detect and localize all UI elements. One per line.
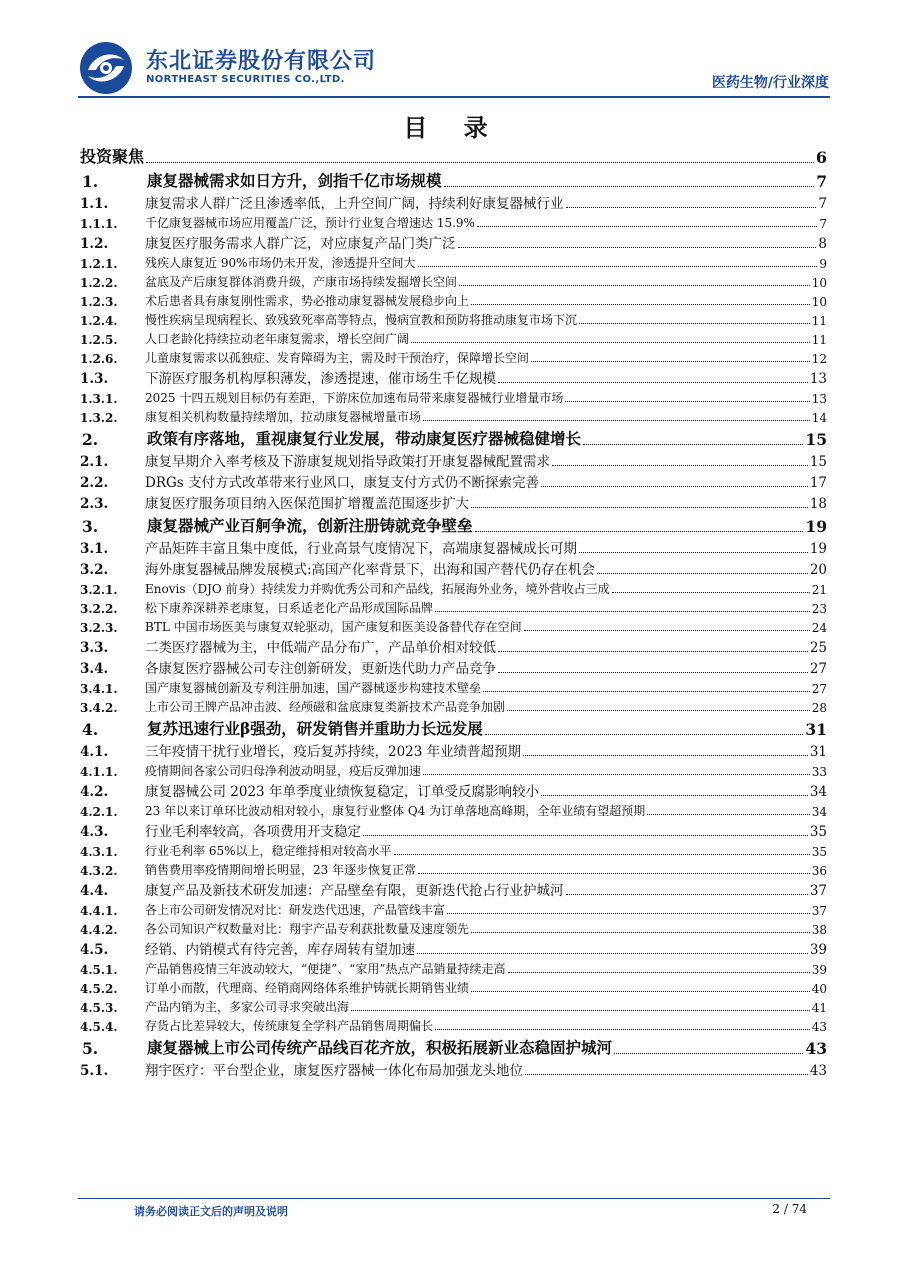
toc-entry[interactable] [80, 741, 827, 762]
toc-entry-body [147, 717, 827, 739]
toc-entry-body [145, 901, 827, 918]
toc-entry-number: 3. [82, 517, 99, 536]
toc-entry-body [145, 471, 827, 491]
toc-dot-leader [423, 420, 810, 421]
toc-dot-leader [498, 672, 808, 673]
toc-entry-title: 千亿康复器械市场应用覆盖广泛，预计行业复合增速达 15.9% [145, 216, 475, 230]
toc-entry-page: 43 [805, 1039, 827, 1058]
toc-entry-page: 34 [809, 784, 827, 800]
toc-entry-body [145, 232, 827, 252]
toc-entry[interactable] [80, 939, 827, 960]
toc-entry-number: 1.1.1. [80, 217, 118, 231]
toc-entry-number: 1.2.6. [80, 352, 118, 366]
toc-entry-body [145, 273, 827, 290]
toc-entry-page: 19 [805, 517, 827, 536]
toc-dot-leader [647, 814, 810, 815]
toc-entry-title: 政策有序落地，重视康复行业发展，带动康复医疗器械稳健增长 [147, 429, 582, 448]
toc-entry-number: 4. [82, 720, 99, 739]
toc-dot-leader [418, 873, 810, 874]
toc-entry-title: 康复产品及新技术研发加速：产品壁垒有限，更新迭代抢占行业护城河 [145, 883, 564, 899]
toc-entry[interactable] [80, 254, 827, 273]
toc-dot-leader [541, 486, 808, 487]
toc-entry-number: 4.5.2. [80, 982, 118, 996]
toc-entry-page: 41 [811, 1001, 827, 1015]
toc-dot-leader [458, 247, 817, 248]
toc-entry-page: 10 [811, 295, 827, 309]
toc-entry[interactable] [80, 493, 827, 514]
toc-entry-body [80, 144, 827, 167]
toc-entry-number: 3.2.3. [80, 621, 118, 635]
toc-entry-number: 1.2. [80, 236, 109, 252]
toc-entry-body [145, 292, 827, 309]
toc-entry[interactable] [80, 637, 827, 658]
toc-entry-page: 17 [809, 475, 827, 491]
toc-entry-body [145, 879, 827, 899]
header-divider [78, 96, 830, 98]
toc-entry-number: 3.2.2. [80, 602, 118, 616]
toc-entry-title: 复苏迅速行业β强劲，研发销售并重助力长远发展 [147, 719, 483, 738]
toc-entry-body [145, 938, 827, 958]
toc-entry-page: 11 [811, 314, 827, 328]
disclaimer-note: 请务必阅读正文后的声明及说明 [134, 1205, 288, 1218]
toc-entry-page: 6 [815, 148, 827, 167]
toc-entry[interactable] [80, 802, 827, 821]
toc-entry-title: 慢性疾病呈现病程长、致残致死率高等特点，慢病宣教和预防将推动康复市场下沉 [145, 313, 578, 327]
toc-dot-leader [524, 630, 810, 631]
toc-entry-body [147, 169, 827, 191]
toc-entry-body [145, 537, 827, 557]
toc-entry-number: 4.4.2. [80, 923, 118, 937]
toc-entry-number: 3.4. [80, 661, 109, 677]
toc-entry-body [145, 349, 827, 366]
toc-dot-leader [531, 361, 810, 362]
toc-entry-title: 产品内销为主，多家公司寻求突破出海 [145, 1000, 350, 1014]
toc-entry-body [145, 679, 827, 696]
toc-entry-page: 9 [819, 257, 827, 271]
toc-entry-number: 2.3. [80, 496, 109, 512]
toc-entry-body [145, 330, 827, 347]
toc-entry-body [147, 514, 827, 536]
table-of-contents [80, 145, 827, 1081]
page-header [0, 0, 905, 100]
toc-entry-body [145, 214, 827, 231]
toc-entry-page: 18 [809, 496, 827, 512]
toc-dot-leader [475, 531, 804, 532]
toc-entry-number: 3.3. [80, 640, 109, 656]
toc-entry[interactable] [80, 698, 827, 717]
toc-entry-body [145, 740, 827, 760]
toc-entry-page: 38 [811, 923, 827, 937]
toc-entry-title: 国产康复器械创新及专利注册加速，国产器械逐步构建技术壁垒 [145, 681, 482, 695]
toc-entry-page: 34 [811, 805, 827, 819]
toc-dot-leader [471, 304, 810, 305]
toc-entry-title: 康复医疗服务项目纳入医保范围扩增覆盖范围逐步扩大 [145, 496, 469, 512]
toc-entry-number: 4.3.2. [80, 864, 118, 878]
toc-entry-number: 3.2. [80, 562, 109, 578]
toc-entry-title: 残疾人康复近 90%市场仍未开发，渗透提升空间大 [145, 256, 416, 270]
toc-entry-number: 4.4. [80, 883, 109, 899]
toc-entry[interactable] [80, 451, 827, 472]
toc-entry-number: 4.3.1. [80, 845, 118, 859]
toc-entry-title: 产品销售疫情三年波动较大，“便捷”、“家用”热点产品销量持续走高 [145, 962, 506, 976]
toc-entry-page: 12 [811, 352, 827, 366]
toc-entry-page: 8 [818, 236, 827, 252]
toc-entry-title: BTL 中国市场医美与康复双轮驱动，国产康复和医美设备替代存在空间 [145, 620, 522, 634]
toc-entry-page: 25 [809, 640, 827, 656]
toc-entry-title: 二类医疗器械为主，中低端产品分布广，产品单价相对较低 [145, 640, 496, 656]
toc-dot-leader [411, 342, 810, 343]
toc-entry[interactable] [80, 538, 827, 559]
toc-entry-page: 21 [811, 583, 827, 597]
toc-entry[interactable] [80, 273, 827, 292]
toc-entry-number: 3.1. [80, 541, 109, 557]
toc-entry[interactable] [80, 842, 827, 861]
toc-dot-leader [435, 611, 810, 612]
toc-dot-leader [508, 972, 810, 973]
toc-entry-title: 上市公司王牌产品冲击波、经颅磁和盆底康复类新技术产品竞争加剧 [145, 700, 506, 714]
toc-entry[interactable] [80, 1036, 827, 1060]
toc-entry-page: 20 [809, 562, 827, 578]
toc-entry-body [145, 254, 827, 271]
toc-entry-title: 投资聚焦 [80, 147, 145, 166]
toc-dot-leader [612, 592, 810, 593]
toc-entry-number: 4.4.1. [80, 904, 118, 918]
toc-entry-page: 39 [811, 963, 827, 977]
toc-entry-page: 24 [811, 621, 827, 635]
toc-dot-leader [541, 795, 808, 796]
toc-entry-page: 40 [811, 982, 827, 996]
toc-entry-number: 1.1. [80, 196, 109, 212]
toc-entry[interactable] [80, 880, 827, 901]
toc-dot-leader [444, 186, 815, 187]
toc-dot-leader [447, 913, 810, 914]
toc-dot-leader [597, 573, 808, 574]
toc-entry[interactable] [80, 169, 827, 193]
toc-dot-leader [565, 401, 809, 402]
toc-entry-body [145, 920, 827, 937]
toc-entry-page: 37 [811, 904, 827, 918]
toc-entry-number: 4.5.3. [80, 1001, 118, 1015]
toc-entry-number: 4.5. [80, 942, 109, 958]
toc-entry-body [145, 192, 827, 212]
toc-entry-page: 27 [809, 661, 827, 677]
toc-entry-number: 4.2. [80, 784, 109, 800]
toc-entry-page: 13 [811, 392, 827, 406]
toc-dot-leader [423, 774, 810, 775]
toc-entry-body [145, 842, 827, 859]
toc-entry-number: 1.2.5. [80, 333, 118, 347]
toc-entry-number: 3.4.1. [80, 682, 118, 696]
toc-entry[interactable] [80, 368, 827, 389]
toc-entry[interactable] [80, 762, 827, 781]
toc-dot-leader [498, 651, 808, 652]
toc-entry-page: 37 [809, 883, 827, 899]
toc-entry-page: 31 [809, 744, 827, 760]
toc-entry-body [145, 389, 827, 406]
toc-entry[interactable] [80, 599, 827, 618]
toc-entry[interactable] [80, 1017, 827, 1036]
toc-entry-page: 11 [811, 333, 827, 347]
toc-entry[interactable] [80, 960, 827, 979]
toc-entry-number: 4.1.1. [80, 765, 118, 779]
page-number: 2 / 74 [772, 1202, 807, 1216]
toc-entry[interactable] [80, 408, 827, 427]
toc-entry-body [145, 599, 827, 616]
toc-entry[interactable] [80, 559, 827, 580]
toc-entry-number: 4.1. [80, 744, 109, 760]
toc-entry[interactable] [80, 233, 827, 254]
toc-entry-body [147, 427, 827, 449]
toc-entry-body [145, 636, 827, 656]
toc-entry[interactable] [80, 861, 827, 880]
toc-entry[interactable] [80, 658, 827, 679]
toc-entry-body [145, 558, 827, 578]
toc-entry-title: 康复早期介入率考核及下游康复规划指导政策打开康复器械配置需求 [145, 454, 550, 470]
toc-entry-number: 4.2.1. [80, 805, 118, 819]
toc-entry-title: 下游医疗服务机构厚积薄发，渗透提速，催市场生千亿规模 [145, 371, 496, 387]
toc-entry[interactable] [80, 427, 827, 451]
toc-dot-leader [471, 932, 810, 933]
toc-entry-title: 康复器械上市公司传统产品线百花齐放，积极拓展新业态稳固护城河 [147, 1038, 613, 1057]
toc-entry-body [145, 311, 827, 328]
toc-entry-number: 2.2. [80, 475, 109, 491]
toc-entry[interactable] [80, 580, 827, 599]
toc-entry-number: 1.3. [80, 371, 109, 387]
toc-entry[interactable] [80, 292, 827, 311]
toc-entry-body [145, 657, 827, 677]
toc-entry-title: 康复相关机构数量持续增加，拉动康复器械增量市场 [145, 410, 422, 424]
toc-entry-number: 5.1. [80, 1063, 109, 1079]
toc-entry-page: 10 [811, 276, 827, 290]
toc-entry-body [147, 1036, 827, 1058]
toc-entry-title: 行业毛利率较高，各项费用开支稳定 [145, 824, 361, 840]
toc-entry-number: 1. [82, 172, 99, 191]
toc-entry-number: 5. [82, 1039, 99, 1058]
toc-entry-title: 人口老龄化持续拉动老年康复需求，增长空间广阔 [145, 332, 410, 346]
report-category: 医药生物/行业深度 [711, 75, 829, 91]
toc-entry-body [145, 861, 827, 878]
toc-dot-leader [477, 226, 817, 227]
toc-entry-number: 2.1. [80, 454, 109, 470]
toc-entry-page: 33 [811, 765, 827, 779]
toc-dot-leader [363, 835, 808, 836]
toc-entry[interactable] [80, 514, 827, 538]
toc-entry-title: 2025 十四五规划目标仍有差距，下游床位加速布局带来康复器械行业增量市场 [145, 391, 564, 405]
toc-dot-leader [566, 207, 817, 208]
company-name-en: NORTHEAST SECURITIES CO.,LTD. [146, 74, 345, 85]
toc-entry-number: 1.2.4. [80, 314, 118, 328]
toc-entry-page: 15 [809, 454, 827, 470]
toc-entry-title: 疫情期间各家公司归母净利波动明显，疫后反弹加速 [145, 764, 422, 778]
toc-entry-title: 儿童康复需求以孤独症、发育障碍为主，需及时干预治疗，保障增长空间 [145, 351, 530, 365]
toc-entry-title: Enovis（DJO 前身）持续发力并购优秀公司和产品线，拓展海外业务，境外营收占三成 [145, 582, 610, 596]
toc-entry-body [145, 1059, 827, 1079]
toc-entry-body [145, 960, 827, 977]
toc-entry-body [145, 979, 827, 996]
toc-entry[interactable] [80, 821, 827, 842]
toc-title: 目 录 [403, 113, 502, 142]
toc-dot-leader [579, 552, 808, 553]
toc-entry[interactable] [80, 998, 827, 1017]
toc-entry-body [145, 492, 827, 512]
toc-entry[interactable] [80, 330, 827, 349]
toc-entry-page: 39 [809, 942, 827, 958]
toc-entry-title: 订单小而散，代理商、经销商网络体系维护铸就长期销售业绩 [145, 981, 470, 995]
footer-divider [78, 1198, 830, 1199]
toc-entry[interactable] [80, 979, 827, 998]
toc-entry-title: 盆底及产后康复群体消费升级，产康市场持续发掘增长空间 [145, 275, 458, 289]
toc-entry[interactable] [80, 717, 827, 741]
toc-entry-page: 15 [805, 430, 827, 449]
toc-entry-number: 2. [82, 430, 99, 449]
toc-dot-leader [614, 1053, 803, 1054]
toc-dot-leader [525, 1074, 808, 1075]
toc-entry-body [145, 802, 827, 819]
toc-entry-title: 康复器械公司 2023 年单季度业绩恢复稳定，订单受反腐影响较小 [145, 784, 539, 800]
toc-entry-number: 1.2.3. [80, 295, 118, 309]
toc-entry-number: 1.3.1. [80, 392, 118, 406]
toc-entry-body [145, 618, 827, 635]
toc-entry-title: 康复需求人群广泛且渗透率低，上升空间广阔，持续利好康复器械行业 [145, 196, 564, 212]
toc-entry-title: 产品矩阵丰富且集中度低，行业高景气度情况下，高端康复器械成长可期 [145, 541, 577, 557]
toc-entry[interactable] [80, 214, 827, 233]
toc-dot-leader [351, 1010, 810, 1011]
company-name-cn: 东北证券股份有限公司 [146, 49, 377, 74]
toc-entry-title: 翔宇医疗：平台型企业，康复医疗器械一体化布局加强龙头地位 [145, 1063, 523, 1079]
toc-dot-leader [146, 162, 814, 163]
toc-entry-number: 1.2.2. [80, 276, 118, 290]
toc-entry[interactable] [80, 901, 827, 920]
toc-entry[interactable] [80, 1060, 827, 1081]
toc-entry[interactable] [80, 145, 827, 169]
toc-entry[interactable] [80, 349, 827, 368]
toc-entry-body [145, 780, 827, 800]
toc-entry-title: 各康复医疗器械公司专注创新研发，更新迭代助力产品竞争 [145, 661, 496, 677]
toc-entry-title: 销售费用率疫情期间增长明显，23 年逐步恢复正常 [145, 863, 417, 877]
toc-entry[interactable] [80, 193, 827, 214]
toc-dot-leader [483, 691, 810, 692]
toc-entry-title: 康复器械产业百舸争流，创新注册铸就竞争壁垒 [147, 516, 473, 535]
toc-entry-title: 各公司知识产权数量对比：翔宇产品专利获批数量及速度领先 [145, 922, 470, 936]
toc-dot-leader [435, 1029, 810, 1030]
toc-entry-page: 7 [818, 196, 827, 212]
toc-entry[interactable] [80, 311, 827, 330]
toc-entry-page: 7 [816, 172, 827, 191]
toc-dot-leader [394, 854, 810, 855]
toc-entry[interactable] [80, 679, 827, 698]
toc-entry[interactable] [80, 618, 827, 637]
toc-entry-page: 23 [811, 602, 827, 616]
toc-entry-title: 经销、内销模式有待完善，库存周转有望加速 [145, 942, 415, 958]
toc-dot-leader [566, 894, 808, 895]
toc-entry-title: 康复器械需求如日方升，剑指千亿市场规模 [147, 171, 442, 190]
toc-entry-page: 36 [811, 864, 827, 878]
toc-entry-title: DRGs 支付方式改革带来行业风口，康复支付方式仍不断探索完善 [145, 475, 539, 491]
toc-entry[interactable] [80, 472, 827, 493]
toc-entry-number: 4.5.1. [80, 963, 118, 977]
toc-entry-number: 4.5.4. [80, 1020, 118, 1034]
toc-entry-page: 43 [809, 1063, 827, 1079]
toc-entry-page: 43 [811, 1020, 827, 1034]
toc-entry-title: 海外康复器械品牌发展模式:高国产化率背景下，出海和国产替代仍存在机会 [145, 562, 596, 578]
toc-entry-number: 1.3.2. [80, 411, 118, 425]
toc-entry-page: 27 [811, 682, 827, 696]
toc-entry-body [145, 698, 827, 715]
toc-entry-body [145, 762, 827, 779]
toc-dot-leader [417, 953, 808, 954]
toc-entry-title: 行业毛利率 65%以上，稳定维持相对较高水平 [145, 844, 392, 858]
toc-dot-leader [485, 734, 804, 735]
toc-entry-page: 35 [811, 845, 827, 859]
toc-entry-body [145, 367, 827, 387]
toc-dot-leader [498, 382, 808, 383]
toc-entry-title: 术后患者具有康复刚性需求，势必推动康复器械发展稳步向上 [145, 294, 470, 308]
toc-entry-title: 松下康养深耕养老康复，日系适老化产品形成国际品牌 [145, 601, 434, 615]
toc-dot-leader [523, 755, 808, 756]
toc-dot-leader [579, 323, 810, 324]
toc-entry-title: 康复医疗服务需求人群广泛，对应康复产品门类广泛 [145, 236, 456, 252]
toc-entry-page: 28 [811, 701, 827, 715]
toc-entry-page: 7 [819, 217, 827, 231]
toc-entry[interactable] [80, 781, 827, 802]
toc-dot-leader [583, 444, 803, 445]
toc-entry-page: 13 [809, 371, 827, 387]
toc-entry-title: 存货占比差异较大，传统康复全学科产品销售周期偏长 [145, 1019, 434, 1033]
toc-dot-leader [507, 710, 810, 711]
toc-entry-body [145, 408, 827, 425]
toc-entry-page: 31 [805, 720, 827, 739]
toc-entry-page: 14 [811, 411, 827, 425]
toc-entry-body [145, 820, 827, 840]
toc-entry-number: 3.4.2. [80, 701, 118, 715]
toc-entry-body [145, 998, 827, 1015]
toc-dot-leader [418, 266, 818, 267]
toc-entry-page: 35 [809, 824, 827, 840]
toc-entry-title: 23 年以来订单环比波动相对较小，康复行业整体 Q4 为订单落地高峰期，全年业绩有望超预期 [145, 804, 646, 818]
toc-entry-title: 三年疫情干扰行业增长，疫后复苏持续，2023 年业绩普超预期 [145, 744, 522, 760]
toc-entry-body [145, 580, 827, 597]
company-logo-icon [78, 40, 134, 96]
toc-dot-leader [459, 285, 810, 286]
toc-entry-title: 各上市公司研发情况对比：研发迭代迅速，产品管线丰富 [145, 903, 446, 917]
toc-dot-leader [471, 991, 810, 992]
toc-entry[interactable] [80, 920, 827, 939]
toc-entry-page: 19 [809, 541, 827, 557]
toc-entry-number: 1.2.1. [80, 257, 118, 271]
toc-entry-body [145, 450, 827, 470]
toc-entry-body [145, 1017, 827, 1034]
toc-entry[interactable] [80, 389, 827, 408]
toc-entry-number: 3.2.1. [80, 583, 118, 597]
toc-entry-number: 4.3. [80, 824, 109, 840]
toc-dot-leader [552, 465, 808, 466]
toc-dot-leader [471, 507, 808, 508]
